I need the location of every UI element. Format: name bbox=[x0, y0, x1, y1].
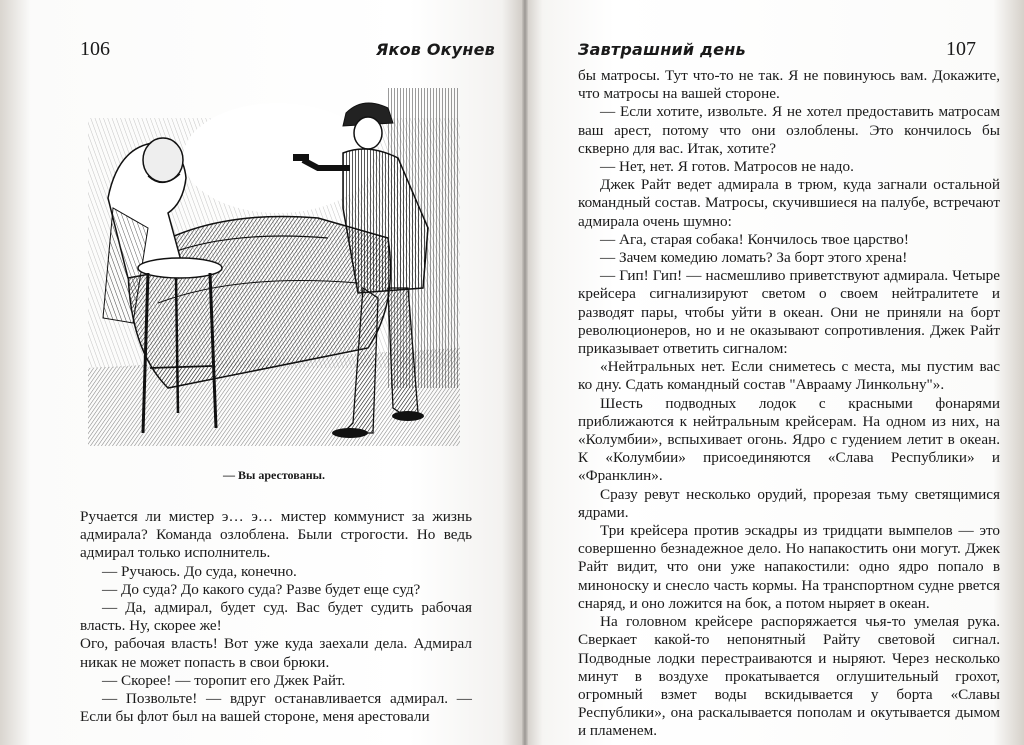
paragraph: На головном крейсере распоряжается чья-то умелая рука. Сверкает какой-то непонятный Райту световой сигнал. Подводные лодки перестраиваются и ныряют. Через несколько минут в воздухе прокатывается оглушительный грохот, огромный взмет воды вскидывается у борта «Славы Республики», она раскалывается пополам и окутывается дымом и пламенем. bbox=[578, 613, 1000, 740]
paragraph: — Ручаюсь. До суда, конечно. bbox=[102, 562, 297, 580]
paragraph: — Нет, нет. Я готов. Матросов не надо. bbox=[600, 158, 854, 176]
paragraph: — Если хотите, извольте. Я не хотел предоставить матросам ваш арест, потому что они озлоблены. Это кончилось бы скверно для вас. Итак, хотите? bbox=[578, 103, 1000, 157]
left-page-text bbox=[80, 508, 472, 726]
page-number-left: 106 bbox=[80, 38, 110, 60]
paragraph: Джек Райт ведет адмирала в трюм, куда загнали остальной командный состав. Матросы, скучившиеся на палубе, встречают адмирала очень шумно: bbox=[578, 176, 1000, 230]
running-head-left: Яков Окунев bbox=[376, 40, 495, 59]
right-page bbox=[528, 0, 1024, 745]
paragraph: Три крейсера против эскадры из тридцати вымпелов — это совершенно безнадежное дело. Но напакостить они могут. Джек Райт видит, что они уже напакостили: одно ядро попало в миноноску и снесло часть кормы. На транспортном судне рвется снаряд, и оно ложится на бок, а потом ныряет в океан. bbox=[578, 522, 1000, 612]
paragraph: — Ага, старая собака! Кончилось твое царство! bbox=[600, 230, 909, 248]
paragraph: — Да, адмирал, будет суд. Вас будет судить рабочая власть. Ну, скорее же! bbox=[80, 599, 472, 635]
paragraph: Ого, рабочая власть! Вот уже куда заехали дела. Адмирал никак не может попасть в свои брюки. bbox=[80, 635, 472, 671]
illustration-caption: — Вы арестованы. bbox=[222, 468, 326, 482]
page-number-right: 107 bbox=[946, 38, 976, 60]
paragraph: Сразу ревут несколько орудий, прорезая тьму светящимися ядрами. bbox=[578, 485, 1000, 521]
paragraph: Шесть подводных лодок с красными фонарями приближаются к нейтральным крейсерам. На одном из них, на «Колумбии», вспыхивает огонь. Ядро с гудением летит в океан. К «Колумбии» присоединяются «Слава Республики» и «Франклин». bbox=[578, 394, 1000, 485]
paragraph: — Скорее! — торопит его Джек Райт. bbox=[102, 671, 346, 689]
paragraph: бы матросы. Тут что-то не так. Я не повинуюсь вам. Докажите, что матросы на вашей стороне. bbox=[578, 67, 1000, 103]
paragraph: — Позвольте! — вдруг останавливается адмирал. — Если бы флот был на вашей стороне, меня арестовали bbox=[80, 690, 472, 726]
running-head-right: Завтрашний день bbox=[578, 40, 746, 59]
paragraph: — Гип! Гип! — насмешливо приветствуют адмирала. Четыре крейсера сигнализируют светом о своем нейтралитете и разводят пары, чтобы уйти в океан. Они не приняли на борт революционеров, но и не оказывают сопротивления. Джек Райт приказывает ответить сигналом: bbox=[578, 267, 1000, 358]
right-page-text bbox=[578, 67, 1000, 741]
paragraph: — Зачем комедию ломать? За борт этого хрена! bbox=[600, 249, 908, 267]
paragraph: «Нейтральных нет. Если сниметесь с места, мы пустим вас ко дну. Сдать командный состав "Аврааму Линкольну"». bbox=[578, 358, 1000, 394]
engraving-illustration bbox=[88, 88, 460, 446]
paragraph: Ручается ли мистер э… э… мистер коммунист за жизнь адмирала? Команда озлоблена. Были строгости. Но ведь адмирал только исполнитель. bbox=[80, 508, 472, 562]
paragraph: — До суда? До какого суда? Разве будет еще суд? bbox=[102, 580, 421, 598]
